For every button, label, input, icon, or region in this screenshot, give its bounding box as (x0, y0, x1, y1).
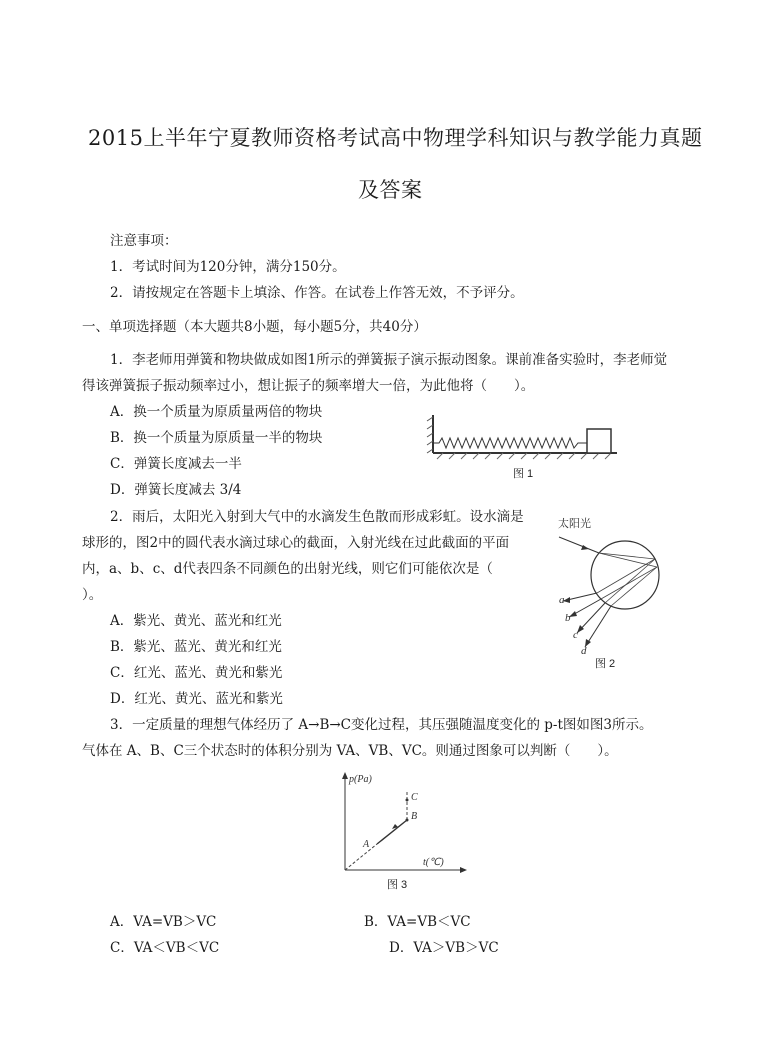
point-label-c: C (411, 792, 418, 803)
q3-option-c: C．VA＜VB＜VC (110, 940, 220, 956)
q2-stem-line3: 内，a、b、c、d代表四条不同颜色的出射光线，则它们可能依次是（ (82, 561, 493, 577)
notice-item-1: 1．考试时间为120分钟，满分150分。 (110, 259, 346, 275)
q2-option-a: A．紫光、黄光、蓝光和红光 (110, 613, 282, 629)
q1-option-b: B．换一个质量为原质量一半的物块 (110, 430, 323, 446)
q2-option-b: B．紫光、蓝光、黄光和红光 (110, 639, 282, 655)
figure-2-raindrop (545, 515, 675, 675)
figure-2-label: 图 2 (595, 658, 616, 670)
q1-stem-line1: 1．李老师用弹簧和物块做成如图1所示的弹簧振子演示振动图象。课前准备实验时，李老师觉 (110, 352, 668, 368)
y-axis-label: p(Pa) (349, 774, 372, 785)
q3-option-b: B．VA=VB＜VC (364, 914, 471, 930)
q3-option-d: D．VA＞VB＞VC (389, 940, 499, 956)
q2-stem-line1: 2．雨后，太阳光入射到大气中的水滴发生色散而形成彩虹。设水滴是 (110, 509, 524, 525)
q2-stem-line4: ）。 (82, 587, 103, 603)
q1-stem-line2: 得该弹簧振子振动频率过小，想让振子的频率增大一倍，为此他将（ ）。 (82, 378, 535, 394)
figure-3-label: 图 3 (387, 879, 408, 891)
q1-option-c: C．弹簧长度减去一半 (110, 456, 242, 472)
ray-label-a: a (559, 594, 565, 606)
figure-1-spring-oscillator (425, 405, 625, 485)
q1-option-d: D．弹簧长度减去 3/4 (110, 482, 242, 498)
q1-option-a: A．换一个质量为原质量两倍的物块 (110, 404, 323, 420)
q3-option-a: A．VA=VB＞VC (110, 914, 217, 930)
ray-label-b: b (565, 612, 571, 624)
notice-heading: 注意事项： (110, 233, 178, 249)
q2-option-c: C．红光、蓝光、黄光和紫光 (110, 665, 283, 681)
q2-option-d: D．红光、黄光、蓝光和紫光 (110, 691, 283, 707)
doc-title-line1: 2015上半年宁夏教师资格考试高中物理学科知识与教学能力真题 (88, 126, 703, 150)
x-axis-label: t(℃) (423, 857, 444, 868)
notice-item-2: 2．请按规定在答题卡上填涂、作答。在试卷上作答无效，不予评分。 (110, 285, 524, 301)
ray-label-c: c (573, 629, 578, 641)
section-heading: 一、单项选择题（本大题共8小题，每小题5分，共40分） (82, 319, 427, 335)
q2-stem-line2: 球形的，图2中的圆代表水滴过球心的截面，入射光线在过此截面的平面 (82, 535, 510, 551)
figure-1-label: 图 1 (513, 468, 534, 480)
figure-3-pt-graph (335, 770, 475, 895)
doc-title-line2: 及答案 (358, 178, 423, 202)
ray-label-d: d (581, 645, 587, 657)
q3-stem-line2: 气体在 A、B、C三个状态时的体积分别为 VA、VB、VC。则通过图象可以判断（ ）。 (82, 743, 618, 759)
q3-stem-line1: 3．一定质量的理想气体经历了 A→B→C变化过程，其压强随温度变化的 p-t图如图3所示。 (110, 717, 653, 733)
point-label-b: B (411, 811, 418, 822)
point-label-a: A (363, 839, 370, 850)
sun-light-label: 太阳光 (558, 518, 591, 530)
